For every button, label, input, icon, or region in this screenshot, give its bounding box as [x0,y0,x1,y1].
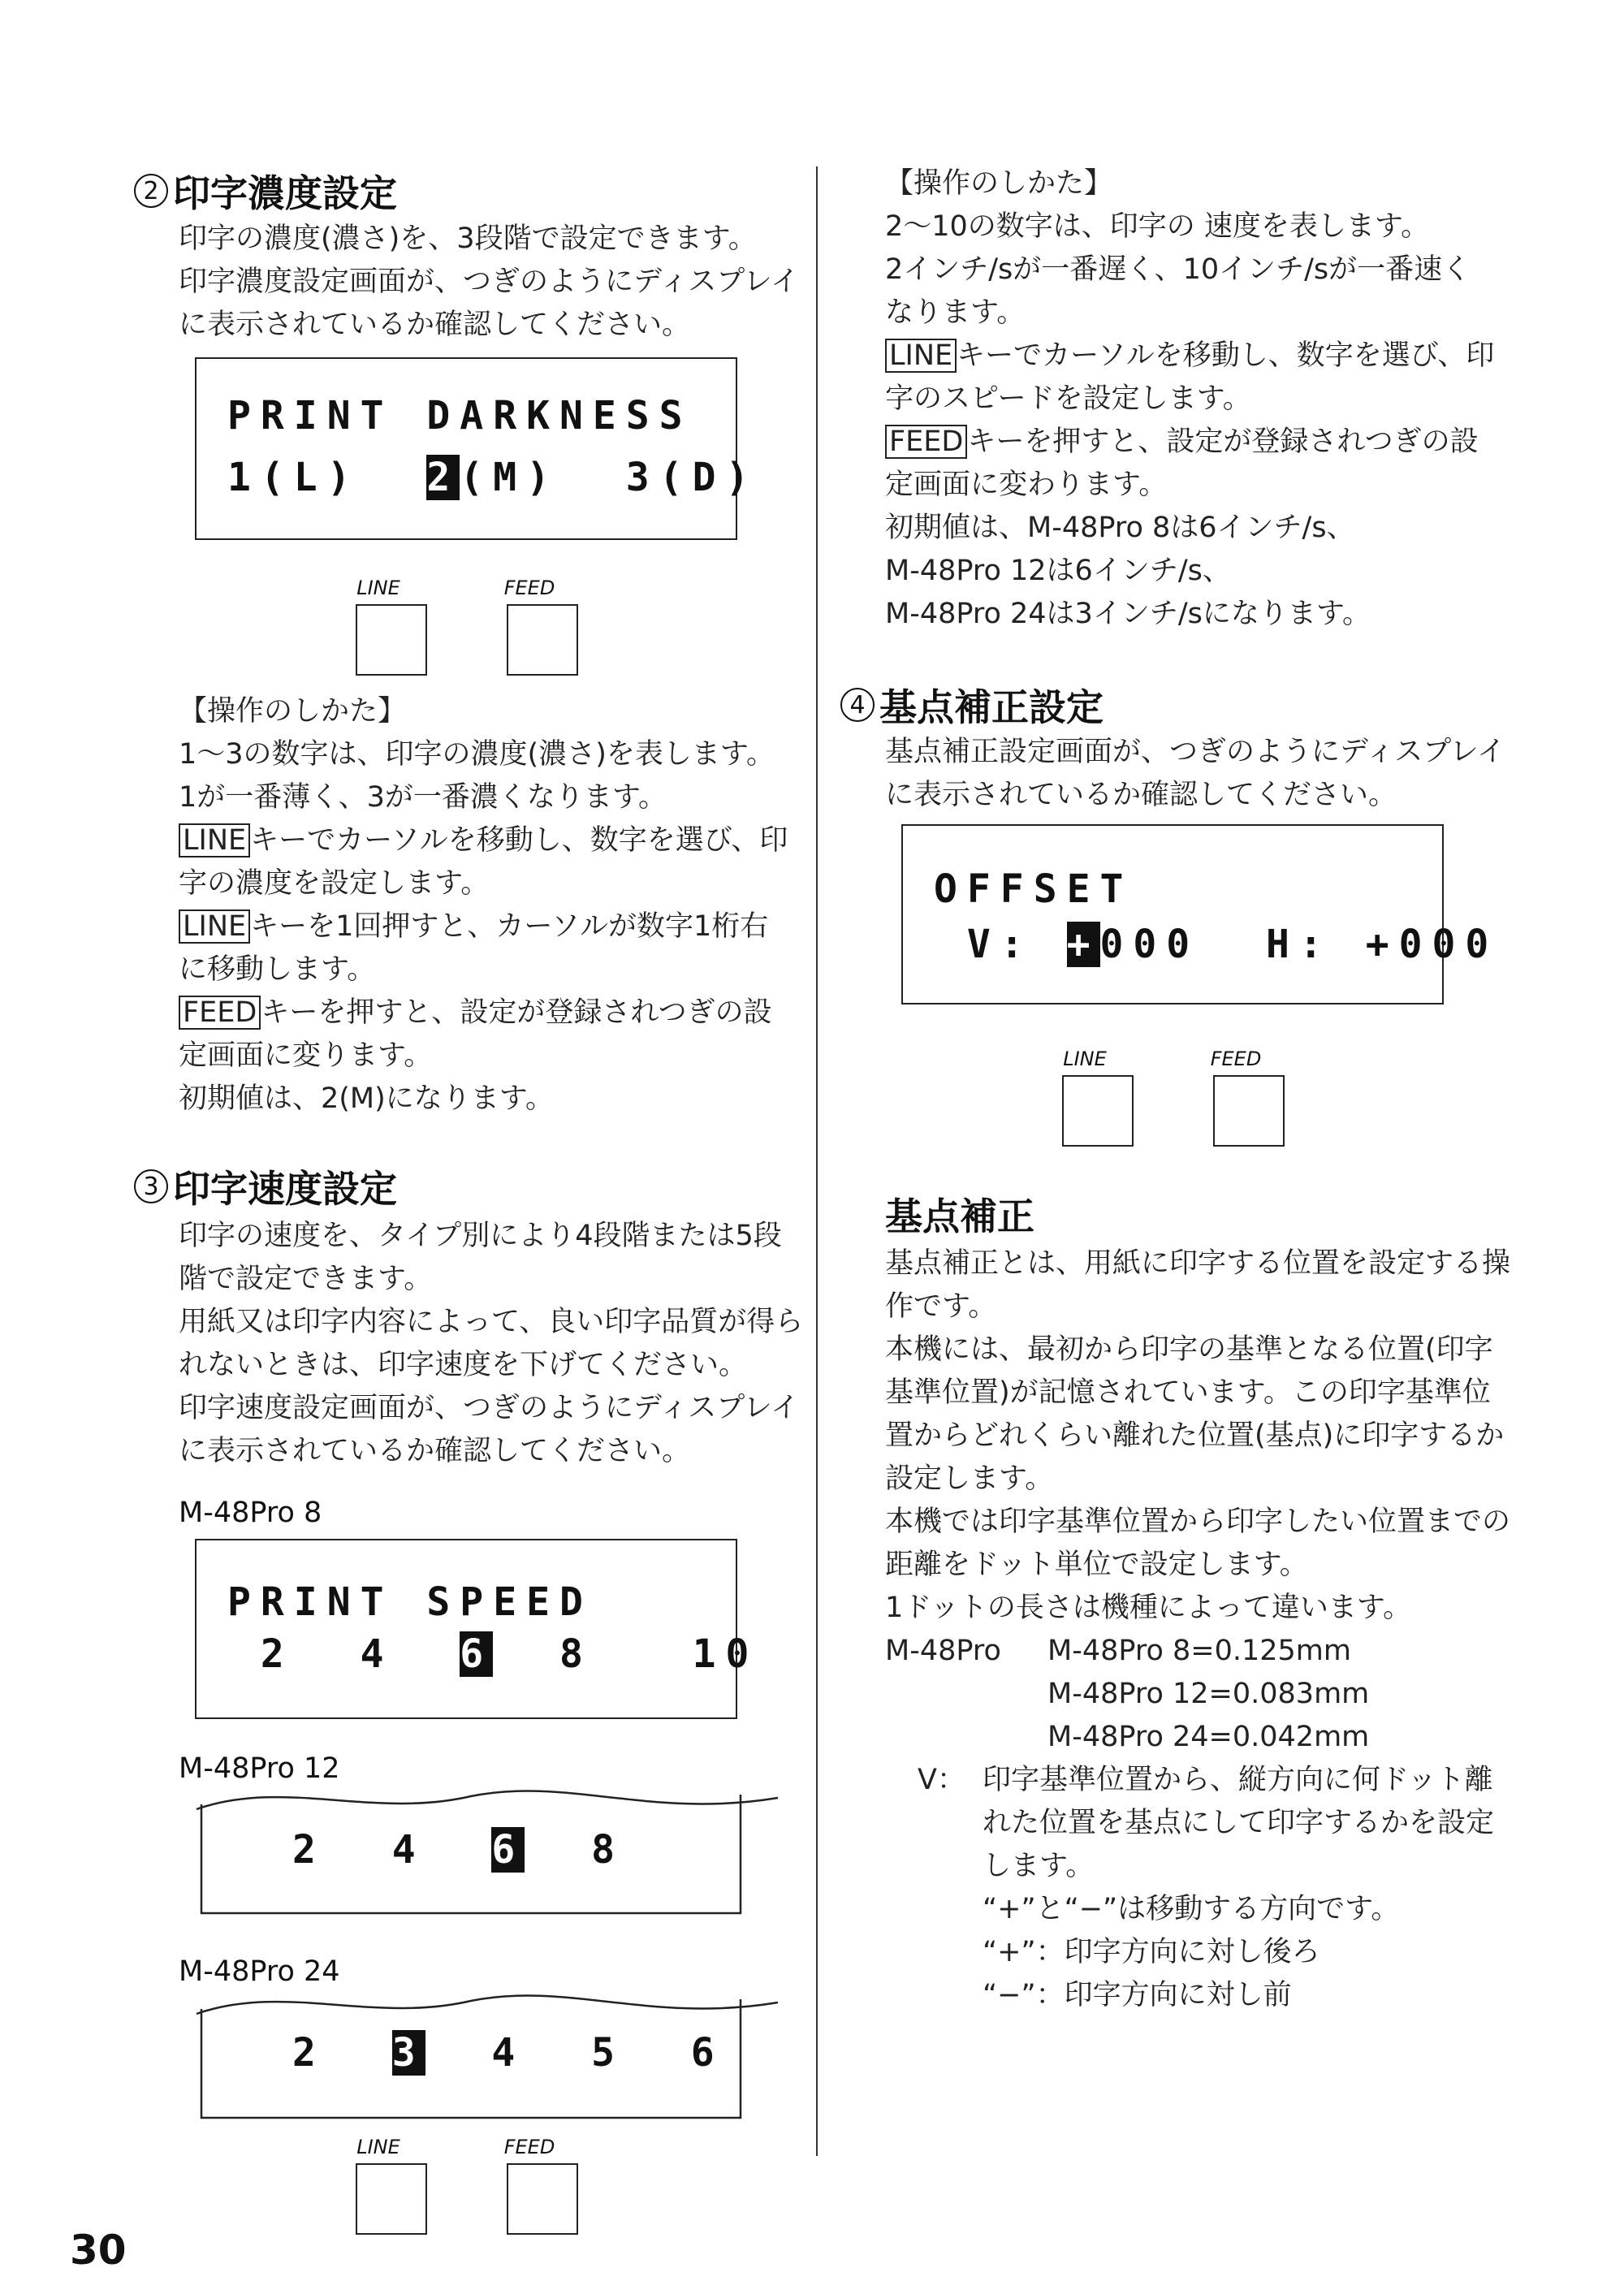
intro-line: 基点補正設定画面が、つぎのようにディスプレイ [885,736,1506,768]
operation-line: なります。 [885,296,1026,329]
v-line: “−”：印字方向に対し前 [983,1979,1292,2011]
spec-list [1047,1630,1369,1759]
feed-key-ref: FEED [885,425,967,459]
line-key-ref: LINE [885,339,957,373]
section-title: 印字速度設定 [173,1167,397,1211]
section-3-heading [134,1160,397,1213]
display-line-1: PRINT SPEED [227,1579,593,1625]
display-line: 2 3 4 5 6 [292,2030,724,2076]
section-3-intro [179,1215,803,1473]
section-number: 2 [134,174,168,208]
body-line: 作です。 [885,1290,997,1323]
line-key-label: LINE [356,577,400,599]
display-cursor: + [1066,922,1100,967]
line-key-button[interactable] [356,604,427,676]
operation-line: 字の濃度を設定します。 [179,867,490,900]
model-label: M-48Pro 12 [179,1752,340,1785]
intro-line: 印字の速度を、タイプ別により4段階または5段 [179,1220,782,1252]
intro-line: 階で設定できます。 [179,1263,433,1295]
feed-key-label: FEED [503,2136,555,2158]
operation-line: 1〜3の数字は、印字の濃度(濃さ)を表します。 [179,738,775,771]
model-label: M-48Pro 8 [179,1497,322,1529]
display-cursor: 6 [491,1827,525,1873]
body-line: 本機では印字基準位置から印字したい位置までの [885,1506,1511,1538]
display-line-1: PRINT DARKNESS [227,393,693,438]
intro-line: 印字濃度設定画面が、つぎのようにディスプレイ [179,266,800,298]
intro-line: 印字の濃度(濃さ)を、3段階で設定できます。 [179,222,757,255]
operation-line: 定画面に変わります。 [885,469,1168,501]
spec-model-label: M-48Pro [885,1635,1001,1667]
display-cursor: 3 [391,2030,425,2076]
operation-line: 初期値は、2(M)になります。 [179,1082,554,1115]
feed-key-ref: FEED [179,996,261,1030]
section-number: 4 [840,688,875,722]
operation-line: LINE キーを1回押すと、カーソルが数字1桁右 [179,905,788,948]
v-line: れた位置を基点にして印字するかを設定 [983,1807,1495,1839]
darkness-display [195,357,759,540]
feed-key-label: FEED [503,577,555,599]
section-4-heading [840,678,1104,732]
display-cursor: 6 [460,1631,494,1677]
operation-line: M-48Pro 12は6インチ/s、 [885,555,1231,587]
intro-line: れないときは、印字速度を下げてください。 [179,1349,748,1381]
operation-title: 【操作のしかた】 [885,167,1113,200]
section-2-operation [179,690,788,1121]
spec-line: M-48Pro 24=0.042mm [1047,1721,1370,1753]
operation-line: に移動します。 [179,953,376,986]
line-key-ref: LINE [179,909,250,944]
body-line: 基準位置)が記憶されています。この印字基準位 [885,1376,1491,1409]
operation-line: LINE キーでカーソルを移動し、数字を選び、印 [885,335,1494,378]
v-description [983,1759,1494,2017]
line-key-label: LINE [356,2136,400,2158]
feed-key-button[interactable] [507,604,578,676]
section-4-intro [885,731,1505,817]
feed-key-button[interactable] [507,2163,578,2235]
line-key-button[interactable] [356,2163,427,2235]
page-number: 30 [70,2227,127,2274]
intro-line: に表示されているか確認してください。 [179,309,691,341]
v-line: 印字基準位置から、縦方向に何ドット離 [983,1764,1493,1796]
operation-line: 2〜10の数字は、印字の 速度を表します。 [885,210,1430,243]
operation-line: 1が一番薄く、3が一番濃くなります。 [179,781,667,814]
v-label: V： [918,1764,965,1796]
kiten-heading: 基点補正 [885,1195,1034,1238]
intro-line: 印字速度設定画面が、つぎのようにディスプレイ [179,1392,800,1424]
section-2-heading [134,164,397,218]
operation-line: 2インチ/sが一番遅く、10インチ/sが一番速く [885,253,1471,286]
display-line-1: OFFSET [934,866,1134,912]
line-key-ref: LINE [179,823,250,858]
display-line-2: V: +000 H: +000 [934,922,1499,967]
display-line: 2 4 6 8 [292,1827,624,1873]
line-key-label: LINE [1063,1048,1107,1070]
line-key-button[interactable] [1062,1075,1134,1147]
operation-line: LINE キーでカーソルを移動し、数字を選び、印 [179,819,788,862]
operation-line: FEED キーを押すと、設定が登録されつぎの設 [179,991,788,1035]
display-line-2: 1(L) 2(M) 3(D) [227,455,759,500]
body-line: 本機には、最初から印字の基準となる位置(印字 [885,1333,1493,1366]
body-line: 距離をドット単位で設定します。 [885,1549,1308,1581]
body-line: 1ドットの長さは機種によって違います。 [885,1592,1412,1624]
v-line: します。 [983,1850,1095,1882]
body-line: 置からどれくらい離れた位置(基点)に印字するか [885,1419,1505,1452]
section-title: 印字濃度設定 [173,171,397,215]
operation-line: 字のスピードを設定します。 [885,382,1251,415]
section-2-intro [179,218,799,347]
display-cursor: 2 [426,455,460,500]
intro-line: に表示されているか確認してください。 [179,1435,691,1467]
kiten-body [885,1242,1510,1630]
offset-display [901,824,1499,1004]
feed-key-button[interactable] [1213,1075,1285,1147]
operation-line: 定画面に変ります。 [179,1039,433,1072]
spec-line: M-48Pro 8=0.125mm [1047,1635,1351,1667]
operation-line: M-48Pro 24は3インチ/sになります。 [885,598,1371,630]
v-line: “+”と“−”は移動する方向です。 [983,1893,1400,1925]
section-number: 3 [134,1169,168,1203]
intro-line: に表示されているか確認してください。 [885,779,1397,811]
operation-line: 初期値は、M-48Pro 8は6インチ/s、 [885,512,1355,544]
operation-title: 【操作のしかた】 [179,695,407,728]
feed-key-label: FEED [1210,1048,1262,1070]
display-line-2: 2 4 6 8 10 [227,1631,759,1677]
intro-line: 用紙又は印字内容によって、良い印字品質が得ら [179,1306,804,1338]
model-label: M-48Pro 24 [179,1955,340,1988]
body-line: 基点補正とは、用紙に印字する位置を設定する操 [885,1247,1511,1280]
section-title: 基点補正設定 [879,685,1104,729]
column-divider [816,166,818,2156]
operation-line: FEED キーを押すと、設定が登録されつぎの設 [885,421,1494,464]
v-line: “+”：印字方向に対し後ろ [983,1936,1320,1968]
speed-display-8 [195,1539,759,1719]
section-3-operation [885,162,1494,636]
spec-line: M-48Pro 12=0.083mm [1047,1678,1370,1710]
body-line: 設定します。 [885,1462,1054,1495]
